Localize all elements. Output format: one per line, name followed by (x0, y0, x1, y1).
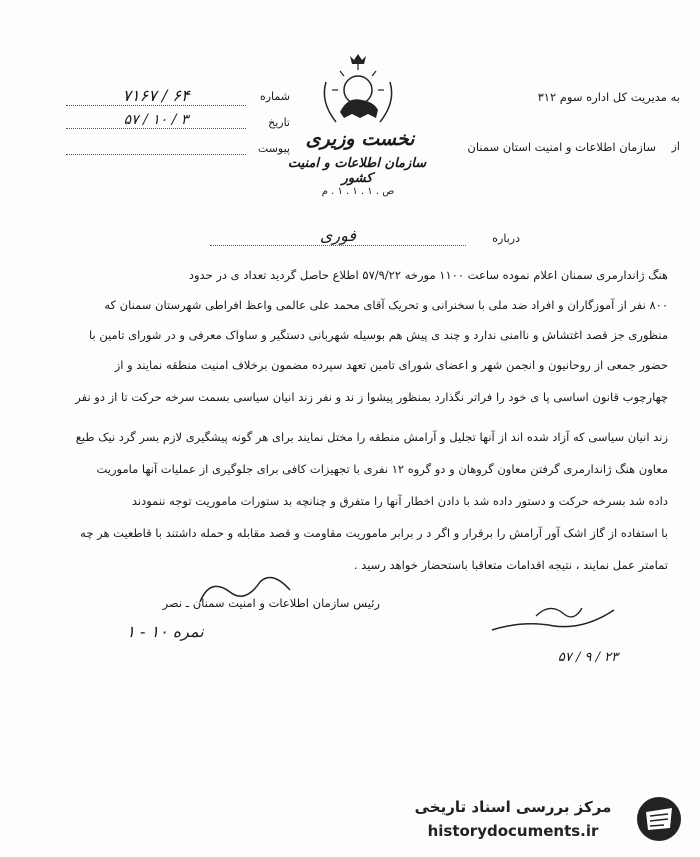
org-title: نخست وزیری (305, 128, 415, 150)
body-line-6: زند انیان سیاسی که آزاد شده اند از آنها تجلیل و آرامش منطقه را مختل نمایند برای هر گونه پیشگیری لازم بسر گرد نیک طبع (75, 430, 668, 444)
footer-watermark (398, 792, 688, 850)
from-label: از (671, 140, 680, 153)
recipient-line: به مدیریت کل اداره سوم ۳۱۲ (537, 90, 680, 104)
subject-value: فوری (210, 226, 466, 246)
date-value: ۵۷ / ۱۰ / ۳ (66, 112, 246, 129)
body-line-7: معاون هنگ ژاندارمری گرفتن معاون گروهان و دو گروه ۱۲ نفری با تجهیزات کافی برای جلوگیری از عملیات آنها ماموریت (96, 462, 668, 476)
body-line-5: چهارچوب قانون اساسی پا ی خود را فراتر نگذارد بمنظور پیشوا ز ند و نفر زند انیان سیاسی بسمت سرخه حرکت تا از دو نفر (75, 390, 668, 404)
number-value: ۷۱۶۷ / ۶۴ (66, 86, 246, 106)
signature-scrawl-icon (190, 572, 300, 612)
body-line-4: حضور جمعی از روحانیون و انجمن شهر و اعضای شورای تامین تعهد سپرده مضمون برخلاف امنیت منطقه نمایند و از (114, 358, 668, 372)
number-label: شماره (259, 90, 290, 103)
right-signature-icon (484, 600, 624, 650)
org-code: ص . ۱ . ۱ . ۱ . م (321, 186, 395, 197)
footer-url: historydocuments.ir (427, 822, 599, 840)
attachment-label: پیوست (257, 142, 290, 155)
date-label: تاریخ (268, 116, 290, 129)
archive-logo-icon (634, 794, 684, 844)
right-signature-date: ۵۷ / ۹ / ۲۳ (557, 650, 619, 665)
subject-label: درباره (492, 232, 520, 245)
org-subtitle: سازمان اطلاعات و امنیت کشور (287, 156, 427, 186)
body-line-1: هنگ ژاندارمری سمنان اعلام نموده ساعت ۱۱۰۰ مورخه ۵۷/۹/۲۲ اطلاع حاصل گردید تعداد ی در حدود (188, 268, 668, 282)
body-line-3: منظوری جز قصد اغتشاش و ناامنی ندارد و چند ی پیش هم بوسیله شهربانی دستگیر و ساواک معرفی و در شورای تامین با (88, 328, 668, 342)
body-line-10: تمامتر عمل نمایند ، نتیجه اقدامات متعاقبا باستحضار خواهد رسید . (353, 558, 668, 572)
footer-title: مرکز بررسی اسناد تاریخی (414, 798, 612, 816)
emblem-lion-sun-icon (318, 52, 398, 130)
body-line-8: داده شد بسرخه حرکت و دستور داده شد با دادن اخطار آنها را متفرق و چنانچه بد ستورات ماموریت توجه ننمودند (131, 494, 668, 508)
signatory-title: رئیس سازمان اطلاعات و امنیت سمنان ـ نصر (162, 596, 380, 610)
body-line-9: با استفاده از گاز اشک آور آرامش را برقرار و اگر د ر برابر ماموریت مقاومت و قصد مقابله و حمله داشتند با قاطعیت هر چه (80, 526, 668, 540)
from-value: سازمان اطلاعات و امنیت استان سمنان (467, 140, 656, 154)
body-line-2: ۸۰۰ نفر از آموزگاران و افراد ضد ملی با سخنرانی و تحریک آقای محمد علی عالمی واعظ افراطی شهرستان سمنان که (104, 298, 668, 312)
left-handwritten-note: نمره ۱۰ - ۱ (126, 622, 204, 641)
attachment-line (66, 152, 246, 155)
